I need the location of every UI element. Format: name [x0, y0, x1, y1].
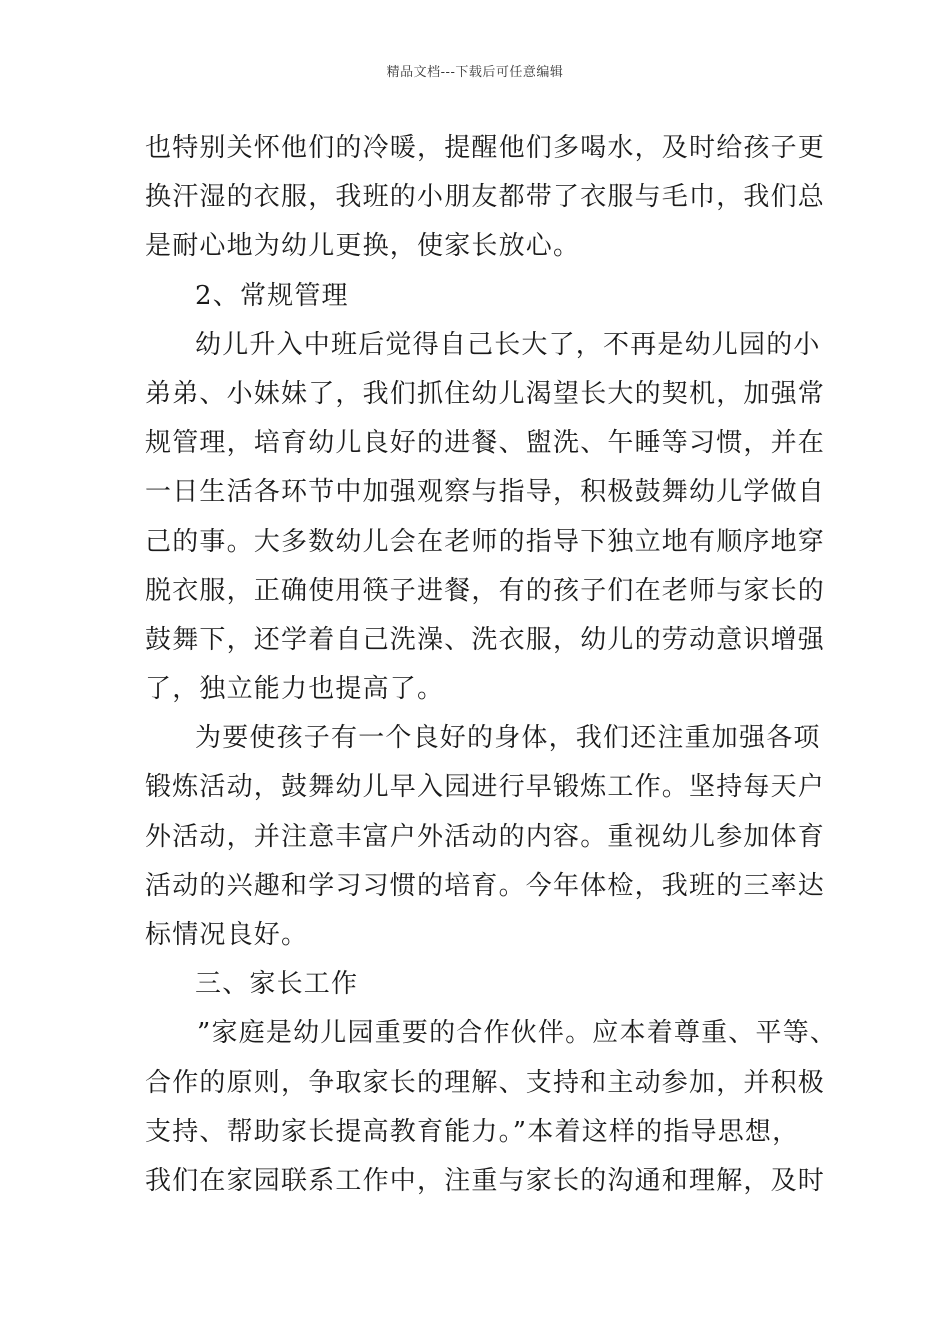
section-heading: 三、家长工作 [195, 969, 359, 1000]
body-line: 标情况良好。 [145, 920, 309, 950]
body-line: 锻炼活动，鼓舞幼儿早入园进行早锻炼工作。坚持每天户 [145, 772, 826, 803]
body-line: 合作的原则，争取家长的理解、支持和主动参加，并积极 [145, 1067, 826, 1098]
body-line: 是耐心地为幼儿更换，使家长放心。 [145, 231, 581, 262]
page-header: 精品文档---下载后可任意编辑 [386, 65, 564, 80]
body-line: 外活动，并注意丰富户外活动的内容。重视幼儿参加体育 [145, 821, 826, 852]
body-line: 脱衣服，正确使用筷子进餐，有的孩子们在老师与家长的 [145, 575, 826, 606]
body-line: 己的事。大多数幼儿会在老师的指导下独立地有顺序地穿 [145, 526, 826, 557]
body-line: 也特别关怀他们的冷暖，提醒他们多喝水，及时给孩子更 [145, 133, 826, 163]
body-line: 鼓舞下，还学着自己洗澡、洗衣服，幼儿的劳动意识增强 [145, 624, 826, 655]
body-line: 弟弟、小妹妹了，我们抓住幼儿渴望长大的契机，加强常 [145, 378, 826, 409]
body-line: 了，独立能力也提高了。 [145, 674, 445, 705]
body-line: 规管理，培育幼儿良好的进餐、盥洗、午睡等习惯，并在 [145, 428, 826, 459]
body-line: 换汗湿的衣服，我班的小朋友都带了衣服与毛巾，我们总 [145, 182, 826, 213]
body-line: 支持、帮助家长提高教育能力。”本着这样的指导思想， [145, 1116, 800, 1147]
body-line: 一日生活各环节中加强观察与指导，积极鼓舞幼儿学做自 [145, 477, 826, 508]
body-line: 幼儿升入中班后觉得自己长大了，不再是幼儿园的小 [195, 329, 821, 360]
section-heading: 2、常规管理 [195, 280, 349, 311]
body-line: 我们在家园联系工作中，注重与家长的沟通和理解，及时 [145, 1165, 826, 1196]
body-line: 活动的兴趣和学习习惯的培育。今年体检，我班的三率达 [145, 870, 826, 901]
body-line: ”家庭是幼儿园重要的合作伙伴。应本着尊重、平等、 [197, 1018, 838, 1049]
body-line: 为要使孩子有一个良好的身体，我们还注重加强各项 [195, 723, 821, 754]
document-body [145, 124, 838, 1206]
